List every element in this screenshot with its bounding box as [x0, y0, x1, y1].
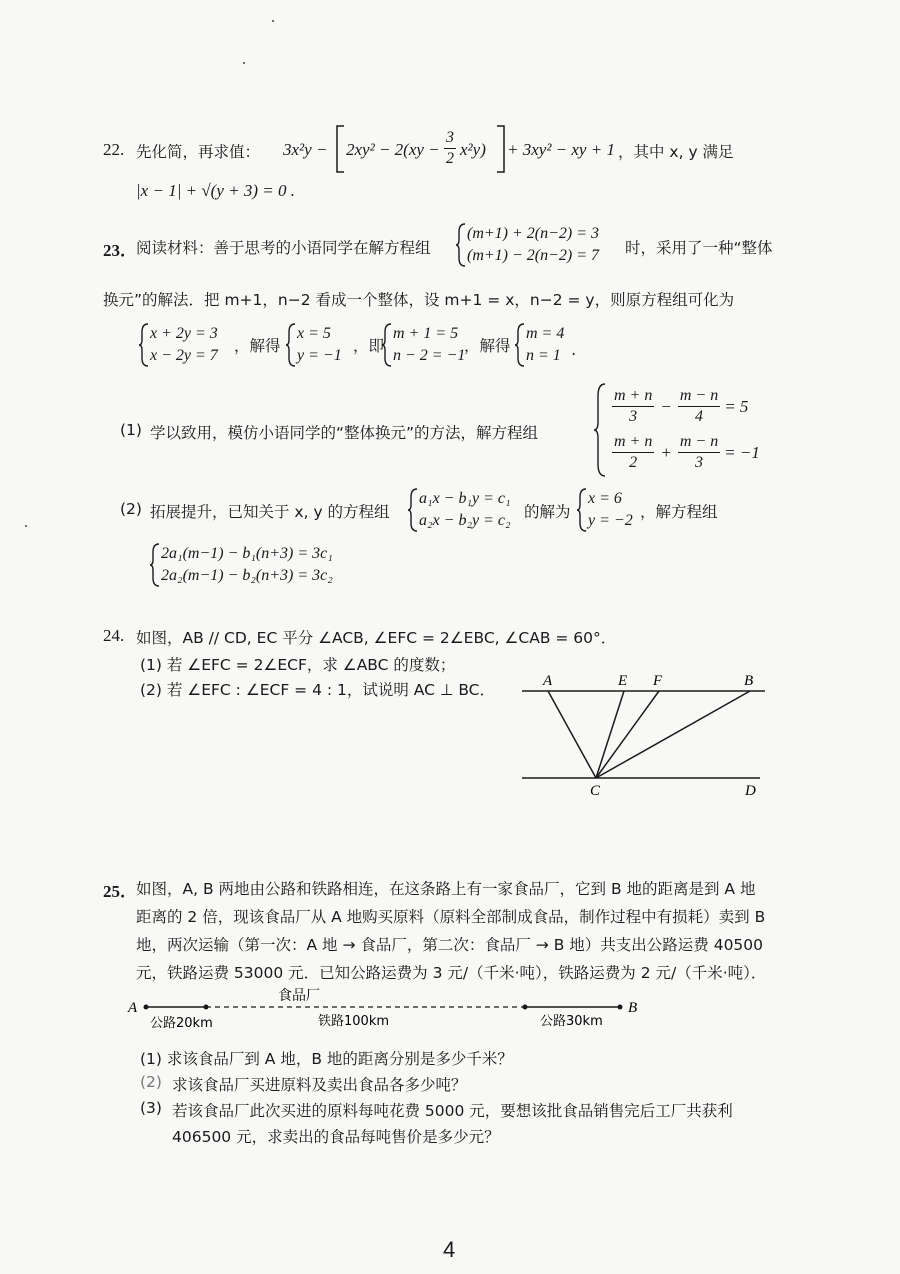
expression-part: + 3xy² − xy + 1 — [507, 140, 615, 159]
equation-system-6 — [407, 487, 511, 533]
junction-dot — [523, 1005, 528, 1010]
question-intro: 如图，AB // CD, EC 平分 ∠ACB, ∠EFC = 2∠EBC, ∠CAB = 60°． — [136, 629, 617, 647]
text: . — [572, 340, 577, 359]
question-text-line: 元，铁路运费 53000 元．已知公路运费为 3 元/（千米·吨），铁路运费为 2 元/（千米·吨）． — [136, 964, 767, 982]
fraction-numerator: m + n — [612, 432, 654, 453]
question-number: 23． — [103, 241, 137, 260]
fraction-denominator: 2 — [629, 454, 638, 471]
fraction — [678, 386, 720, 427]
equation-row: m = 4 — [526, 325, 565, 342]
equation-system-4 — [381, 322, 465, 368]
fraction-denominator: 2 — [446, 150, 454, 167]
part-text: 若该食品厂此次买进的原料每吨花费 5000 元，要想该批食品销售完后工厂共获利 — [172, 1102, 733, 1120]
scan-speck — [243, 62, 245, 64]
text: ，解得 — [464, 337, 511, 355]
brace — [285, 322, 297, 368]
fraction-numerator: m + n — [612, 386, 654, 407]
label-factory: 食品厂 — [278, 988, 320, 1004]
point-label-f: F — [653, 673, 663, 689]
brace — [576, 487, 588, 533]
part-text: (1) 求该食品厂到 A 地，B 地的距离分别是多少千米？ — [140, 1050, 513, 1068]
label-a: A — [128, 1000, 138, 1016]
fraction-numerator: m − n — [678, 386, 720, 407]
equation-row: x + 2y = 3 — [150, 325, 218, 342]
equation-row: a₂x − b₂y = c₂ — [419, 512, 511, 529]
label-b: B — [628, 1000, 638, 1016]
question-text-line: 地，两次运输（第一次：A 地 → 食品厂，第二次：食品厂 → B 地）共支出公路运费 40500 — [136, 936, 764, 954]
equation-system-2 — [138, 322, 218, 368]
brace — [593, 382, 607, 478]
question-number: 22. — [103, 140, 125, 159]
junction-dot — [204, 1005, 209, 1010]
fraction — [612, 432, 654, 473]
label-road-1: 公路20km — [150, 1016, 213, 1031]
equation-row: a₁x − b₁y = c₁ — [419, 490, 511, 507]
expression-part: 2xy² − 2(xy − — [346, 140, 440, 159]
point-label-d: D — [745, 783, 756, 799]
fraction — [612, 386, 654, 427]
equation-row: 2a₁(m−1) − b₁(n+3) = 3c₁ — [161, 545, 333, 562]
plus-sign: + — [660, 442, 672, 462]
equation-row: m + 1 = 5 — [393, 325, 459, 342]
equation-rhs: = −1 — [724, 442, 760, 462]
part-label: (2) — [120, 500, 142, 518]
scan-speck — [25, 525, 27, 527]
fraction-numerator: 3 — [444, 128, 456, 149]
geometry-figure — [490, 665, 790, 805]
brace — [455, 222, 467, 268]
equation-row: x = 5 — [297, 325, 331, 342]
point-label-a: A — [543, 673, 553, 689]
brace — [138, 322, 150, 368]
expression-part: 3x²y − — [283, 140, 328, 159]
equation-rhs: = 5 — [724, 396, 749, 416]
part-text: 学以致用，模仿小语同学的“整体换元”的方法，解方程组 — [150, 424, 539, 442]
equation-row: 2a₂(m−1) − b₂(n+3) = 3c₂ — [161, 567, 333, 584]
equation-system-3 — [285, 322, 342, 368]
equation-system-1 — [455, 222, 599, 268]
route-diagram — [120, 985, 640, 1035]
fraction-equation-1 — [612, 386, 748, 427]
text: ，解得 — [234, 337, 281, 355]
fraction — [678, 432, 720, 473]
equation-row: x = 6 — [588, 490, 622, 507]
text: 换元”的解法．把 m+1，n−2 看成一个整体，设 m+1 = x，n−2 = y，则原方程组可化为 — [103, 291, 735, 309]
fraction-denominator: 4 — [695, 408, 704, 425]
equation-system-5 — [514, 322, 564, 368]
part-text: 求该食品厂买进原料及卖出食品各多少吨？ — [172, 1076, 467, 1094]
point-label-b: B — [744, 673, 754, 689]
equation-system-8 — [149, 542, 333, 588]
equation-row: y = −2 — [588, 512, 633, 529]
equation-row: n = 1 — [526, 347, 561, 364]
point-a-dot — [144, 1005, 149, 1010]
part-text: 406500 元，求卖出的食品每吨售价是多少元？ — [172, 1128, 500, 1146]
fraction-denominator: 3 — [629, 408, 638, 425]
equation-row: x − 2y = 7 — [150, 347, 218, 364]
question-intro: 阅读材料：善于思考的小语同学在解方程组 — [136, 239, 431, 257]
segment-ac — [548, 691, 596, 778]
equation-system-7 — [576, 487, 633, 533]
question-text-line: 距离的 2 倍，现该食品厂从 A 地购买原料（原料全部制成食品，制作过程中有损耗）卖到 B — [136, 908, 766, 926]
fraction-denominator: 3 — [695, 454, 704, 471]
equation-row: y = −1 — [297, 347, 342, 364]
text: ，解方程组 — [640, 503, 718, 521]
label-road-2: 公路30km — [540, 1014, 603, 1029]
question-tail: ，其中 x, y 满足 — [618, 143, 734, 161]
question-number: 24. — [103, 626, 125, 645]
point-label-c: C — [590, 783, 601, 799]
scan-speck — [272, 20, 274, 22]
equation-row: n − 2 = −1 — [393, 347, 466, 364]
question-number: 25． — [103, 882, 137, 901]
part-label: (2) — [140, 1073, 162, 1091]
brace — [381, 322, 393, 368]
part-label: (1) — [120, 421, 142, 439]
condition: |x − 1| + √(y + 3) = 0 . — [136, 181, 295, 200]
expression-part: x²y) — [460, 140, 486, 159]
fraction-equation-2 — [612, 432, 760, 473]
brace — [149, 542, 161, 588]
question-text-line: 如图，A, B 两地由公路和铁路相连，在这条路上有一家食品厂，它到 B 地的距离是到 A 地 — [136, 880, 756, 898]
point-b-dot — [618, 1005, 623, 1010]
part-text: 拓展提升，已知关于 x, y 的方程组 — [150, 503, 390, 521]
question-intro: 先化简，再求值： — [136, 143, 261, 161]
text: ，即 — [353, 337, 385, 355]
part-label: (3) — [140, 1099, 162, 1117]
label-rail: 铁路100km — [318, 1014, 390, 1029]
text: 时，采用了一种“整体 — [625, 239, 773, 257]
page-number: 4 — [443, 1237, 456, 1262]
point-label-e: E — [618, 673, 628, 689]
equation-row: (m+1) + 2(n−2) = 3 — [467, 225, 600, 242]
right-bracket — [495, 124, 507, 174]
text: 的解为 — [524, 503, 571, 521]
minus-sign: − — [660, 396, 672, 416]
segment-fc — [596, 691, 659, 778]
fraction-numerator: m − n — [678, 432, 720, 453]
part-text: (1) 若 ∠EFC = 2∠ECF，求 ∠ABC 的度数； — [140, 656, 456, 674]
equation-row: (m+1) − 2(n−2) = 7 — [467, 247, 600, 264]
brace — [407, 487, 419, 533]
left-bracket — [334, 124, 346, 174]
brace — [514, 322, 526, 368]
fraction — [444, 128, 456, 169]
part-text: (2) 若 ∠EFC : ∠ECF = 4 : 1，试说明 AC ⊥ BC． — [140, 681, 496, 699]
